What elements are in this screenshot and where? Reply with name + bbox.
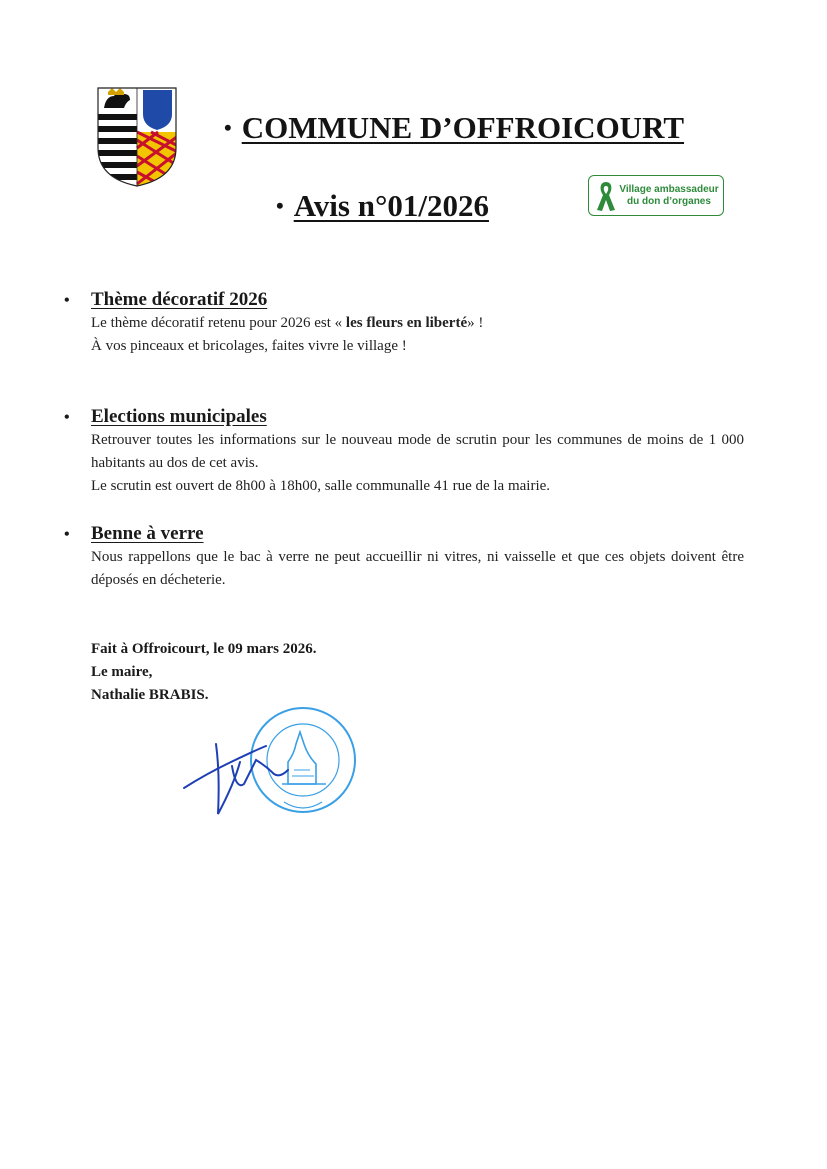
section-body	[91, 429, 744, 498]
signature-and-stamp	[176, 704, 366, 824]
place-date: Fait à Offroicourt, le 09 mars 2026.	[91, 641, 317, 657]
organ-donation-badge	[588, 175, 724, 216]
mayor-role: Le maire,	[91, 664, 153, 680]
notice-title-text: Avis n°01/2026	[293, 188, 489, 223]
section-bullet: •	[64, 526, 70, 543]
green-ribbon-icon	[593, 179, 619, 213]
section-heading	[64, 406, 744, 428]
notice-bullet: •	[276, 193, 284, 218]
theme-invitation: À vos pinceaux et bricolages, faites vivre le village !	[91, 338, 407, 354]
commune-title	[224, 110, 684, 146]
title-bullet: •	[224, 115, 232, 140]
section-heading-text: Thème décoratif 2026	[91, 289, 268, 310]
elections-paragraph: Retrouver toutes les informations sur le nouveau mode de scrutin pour les communes de moins de 1 000 habitants au dos de cet avis.	[91, 432, 744, 471]
theme-line-after: » !	[467, 315, 484, 331]
section-bullet: •	[64, 292, 70, 309]
glass-bin-paragraph: Nous rappellons que le bac à verre ne peut accueillir ni vitres, ni vaisselle et que ces objets doivent être déposés en décheterie.	[91, 549, 744, 588]
section-body	[91, 546, 744, 592]
section-decorative-theme	[64, 289, 744, 358]
mayor-name: Nathalie BRABIS.	[91, 687, 209, 703]
section-heading-text: Benne à verre	[91, 523, 204, 544]
badge-text	[619, 184, 723, 208]
section-municipal-elections	[64, 406, 744, 498]
official-stamp-icon	[251, 708, 355, 812]
elections-hours: Le scrutin est ouvert de 8h00 à 18h00, salle communalle 41 rue de la mairie.	[91, 478, 551, 494]
theme-line-before: Le thème décoratif retenu pour 2026 est «	[91, 315, 346, 331]
badge-line-2: du don d’organes	[627, 195, 711, 207]
theme-line	[91, 312, 744, 335]
theme-name: les fleurs en liberté	[345, 315, 468, 331]
section-heading	[64, 523, 744, 545]
section-heading-text: Elections municipales	[91, 406, 267, 427]
commune-title-text: COMMUNE D’OFFROICOURT	[241, 110, 685, 145]
badge-line-1: Village ambassadeur	[619, 183, 719, 195]
section-glass-bin	[64, 523, 744, 592]
coat-of-arms-icon	[96, 86, 178, 188]
section-heading	[64, 289, 744, 311]
section-body	[91, 312, 744, 358]
notice-title	[276, 188, 489, 224]
section-bullet: •	[64, 409, 70, 426]
closing-block	[91, 638, 317, 707]
